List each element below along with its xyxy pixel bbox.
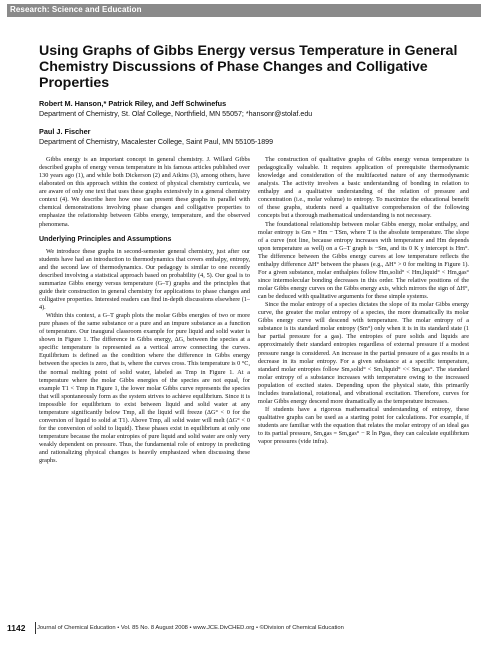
article-title: Using Graphs of Gibbs Energy versus Temperature in General Chemistry Discussions of Phase Changes and Colligative Properties — [39, 43, 458, 92]
body-paragraph: The foundational relationship between molar Gibbs energy, molar enthalpy, and molar entropy is Gm = Hm − TSm, where T is the absolute temperature. The slope of a curve (not line, because entropy increases with temperature and Hm depends upon temperature as well) on a G–T graph is −Sm, and its 0 K y intercept is Hm°. The difference between the Gibbs energy curves at low temperature reflects the enthalpy difference ΔH° between the phases (e.g., ΔH° > 0 for melting in Figure 1). For a given substance, molar enthalpies follow Hm,solid° < Hm,liquid° < Hm,gas° since intermolecular bonding decreases in this order. The relative positions of the molar Gibbs energy curves on the Gibbs energy axis, which mirrors the sign of ΔH°, can be deduced with qualitative arguments for these simple systems. — [258, 220, 469, 301]
page-number: 1142 — [7, 623, 26, 633]
body-paragraph: Within this context, a G–T graph plots the molar Gibbs energies of two or more pure phases of the same substance or a pure and an impure substance as a function of temperature. Our inaugural classroom example for pure liquid and solid water is shown in Figure 1. The difference in Gibbs energy, ΔG, between the species at a specific temperature is represented as a vertical arrow connecting the curves. Equilibrium is defined as the condition where the difference in Gibbs energy between the species is zero, that is, where the curves cross. This temperature is 0 °C, the normal melting point of solid water, labeled as Tmp in Figure 1. At a temperature where the molar Gibbs energies of the species are not equal, for example T1 < Tmp in Figure 1, the lower molar Gibbs curve represents the species that will spontaneously form as the system strives to achieve equilibrium. Since it is impossible for equilibrium to exist between liquid and solid water at any temperature significantly below Tmp, all the liquid will freeze (ΔG° < 0 for the conversion of liquid to solid at T1). Above Tmp, all solid water will melt (ΔG° < 0 for the conversion of solid to liquid). These phases exist in equilibrium at only one temperature because the molar entropies of pure liquid and solid water are only very weakly dependent on pressure. Thus, the fundamental role of entropy in predicting and rationalizing physical changes is heavily emphasized when discussing these graphs. — [39, 312, 250, 465]
left-column — [39, 156, 250, 465]
section-heading: Underlying Principles and Assumptions — [39, 235, 172, 243]
affiliation-1: Department of Chemistry, St. Olaf College, Northfield, MN 55057; *hansonr@stolaf.edu — [39, 110, 313, 118]
section-header-bar — [7, 4, 481, 17]
intro-paragraph: Gibbs energy is an important concept in general chemistry. J. Willard Gibbs described graphs of energy versus temperature in his famous articles published over 130 years ago (1), and while both Dickerson (2) and Atkins (3), among others, have elaborated on this approach within the context of physical chemistry curricula, we are aware of only one text that uses these graphs extensively in a general chemistry context (4). We describe here how one can present these graphs in parallel with chemical demonstrations involving phase changes and colligative properties to emphasize the relationship between Gibbs energy, temperature, and the observed phenomena. — [39, 156, 250, 228]
body-paragraph: The construction of qualitative graphs of Gibbs energy versus temperature is pedagogically valuable. It requires application of prerequisite thermodynamic knowledge and consideration of the multifaceted nature of any thermodynamic analysis. The activity involves a basic understanding of bonding in relation to enthalpy and a qualitative understanding of the relation of pressure and concentration (i.e., molar volume) to entropy. To maximize the educational benefit of these graphs, students need a qualitative comprehension of the following concepts but a thorough mathematical understanding is not necessary. — [258, 156, 469, 220]
footer-divider — [35, 622, 36, 634]
body-paragraph: We introduce these graphs in second-semester general chemistry, just after our students have had an introduction to thermodynamics that covers enthalpy, entropy, and the second law of thermodynamics. Our pedagogy is similar to one recently described involving a statistical approach based on probability (4, 5). Our goal is to summarize Gibbs energy versus temperature (G–T) graphs and the principles that guide their construction in general chemistry for applications to phase changes and colligative properties. Interested readers can find in-depth discussions elsewhere (1–4). — [39, 247, 250, 311]
page-footer — [7, 622, 481, 636]
author-line-2: Paul J. Fischer — [39, 127, 91, 136]
author-line-1: Robert M. Hanson,* Patrick Riley, and Jeff Schwinefus — [39, 99, 227, 108]
right-column — [258, 156, 469, 446]
section-label: Research: Science and Education — [10, 5, 142, 14]
journal-citation: Journal of Chemical Education • Vol. 85 No. 8 August 2008 • www.JCE.DivCHED.org • ©Division of Chemical Education — [37, 625, 344, 631]
affiliation-2: Department of Chemistry, Macalester College, Saint Paul, MN 55105-1899 — [39, 138, 274, 146]
body-paragraph: If students have a rigorous mathematical understanding of entropy, these qualitative graphs can be used as a starting point for calculations. For example, if students are familiar with the equation that relates the molar entropy of an ideal gas to its partial pressure, Sm,gas = Sm,gas° − R ln Pgas, they can calculate equilibrium vapor pressures (vide infra). — [258, 405, 469, 446]
body-paragraph: Since the molar entropy of a species dictates the slope of its molar Gibbs energy curve, the greater the molar entropy of a species, the more dramatically its molar Gibbs energy curve will descend with temperature. The molar entropy of a substance is its standard molar entropy (Sm°) only when it is in its standard state (1 bar partial pressure for a gas). The entropies of pure solids and liquids are approximately their standard entropies regardless of external pressure if a modest pressure range is considered. An increase in the partial pressure of a gas results in a decrease in its molar entropy. For a given substance at a specific temperature, standard molar entropies follow Sm,solid° < Sm,liquid° << Sm,gas°. The standard molar entropy of a substance increases with temperature owing to the increased population of excited states. Depending upon the physical state, this primarily includes translational, rotational, and vibrational excitation. Therefore, curves for molar Gibbs energy descend more dramatically as the temperature increases. — [258, 301, 469, 405]
